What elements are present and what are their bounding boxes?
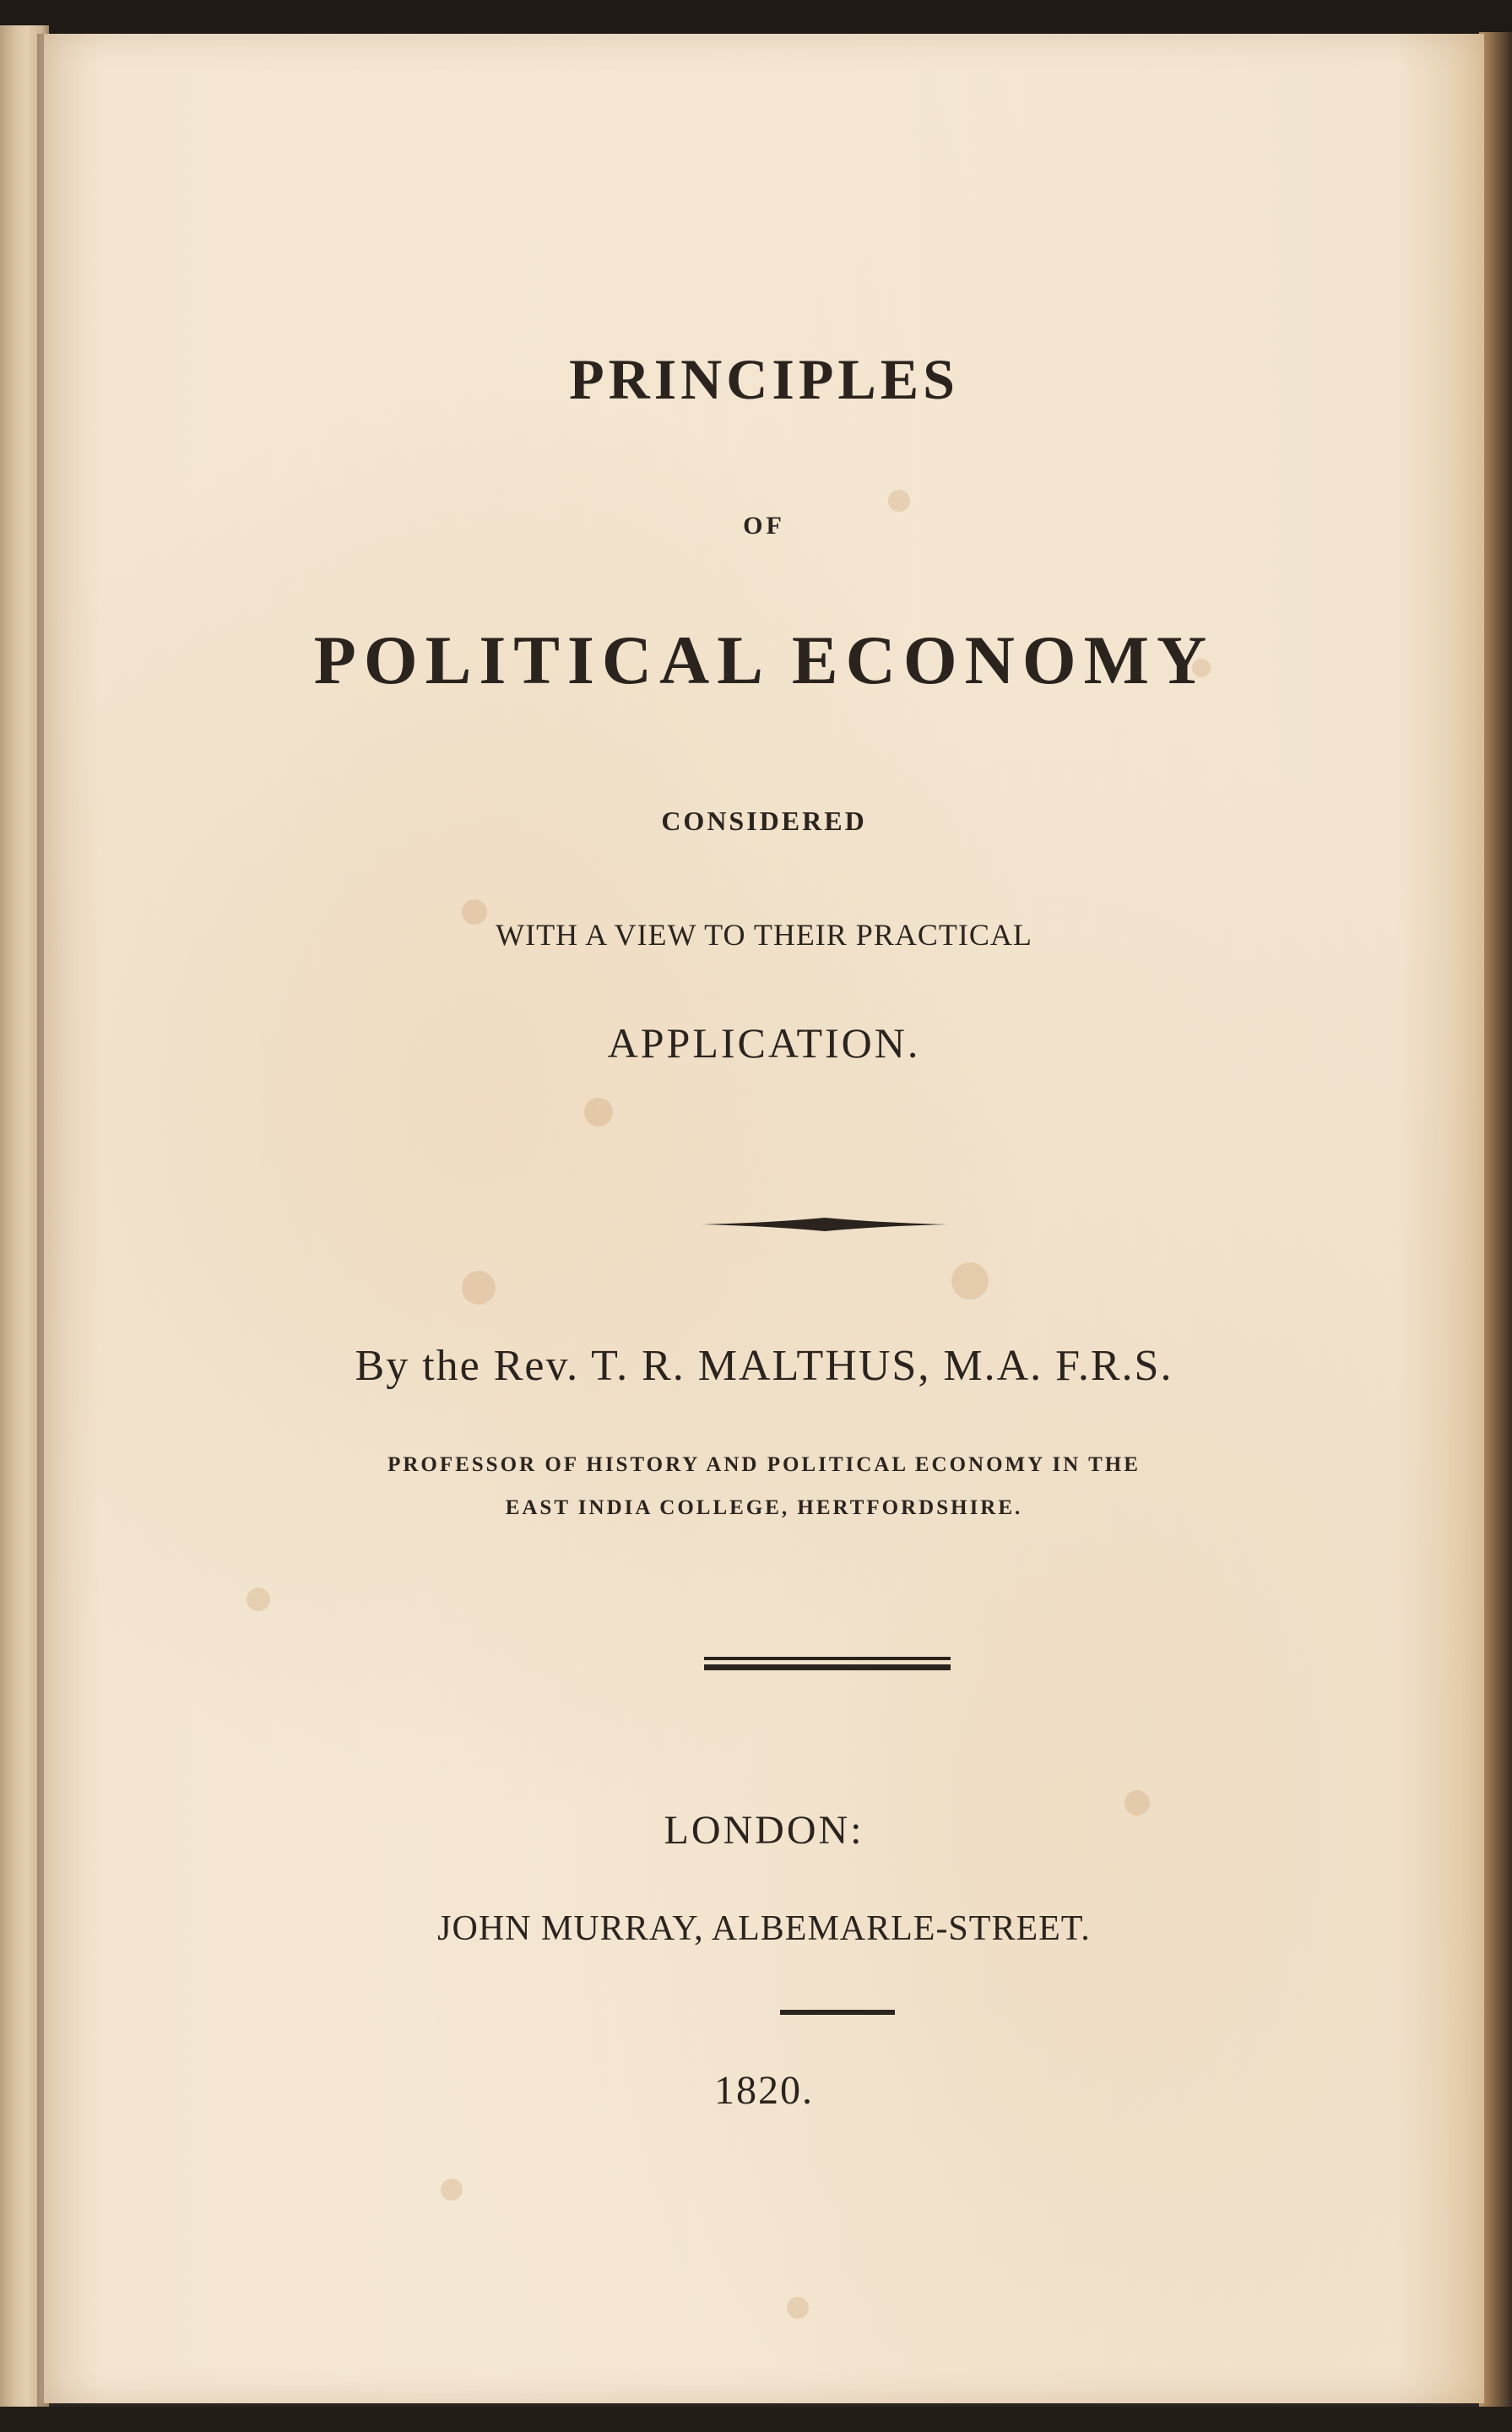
title-of: OF (743, 512, 785, 540)
imprint-year: 1820. (714, 2068, 814, 2113)
foxing-spot (888, 490, 910, 512)
foxing-spot (462, 1271, 496, 1305)
double-rule (704, 1653, 951, 1674)
foxing-spot (951, 1262, 989, 1300)
title-principles: PRINCIPLES (569, 347, 959, 411)
short-rule (780, 2010, 895, 2015)
author-line: By the Rev. T. R. MALTHUS, M.A. F.R.S. (355, 1342, 1173, 1390)
foxing-spot (584, 1098, 613, 1126)
title-page (44, 34, 1484, 2403)
binding-top-edge (0, 0, 1512, 37)
swelled-rule-ornament (702, 1208, 947, 1241)
title-political-economy: POLITICAL ECONOMY (313, 622, 1215, 698)
subtitle-view: WITH A VIEW TO THEIR PRACTICAL (496, 918, 1032, 952)
binding-bottom-edge (0, 2407, 1512, 2432)
author-title-line-1: PROFESSOR OF HISTORY AND POLITICAL ECONOMY IN THE (387, 1453, 1141, 1476)
foxing-spot (247, 1588, 270, 1611)
foxing-spot (441, 2179, 463, 2201)
imprint-city: LONDON: (664, 1808, 864, 1853)
imprint-publisher: JOHN MURRAY, ALBEMARLE-STREET. (437, 1909, 1091, 1948)
subtitle-application: APPLICATION. (607, 1019, 921, 1067)
subtitle-considered: CONSIDERED (661, 806, 867, 836)
author-title-line-2: EAST INDIA COLLEGE, HERTFORDSHIRE. (505, 1496, 1023, 1519)
foxing-spot (787, 2297, 809, 2319)
